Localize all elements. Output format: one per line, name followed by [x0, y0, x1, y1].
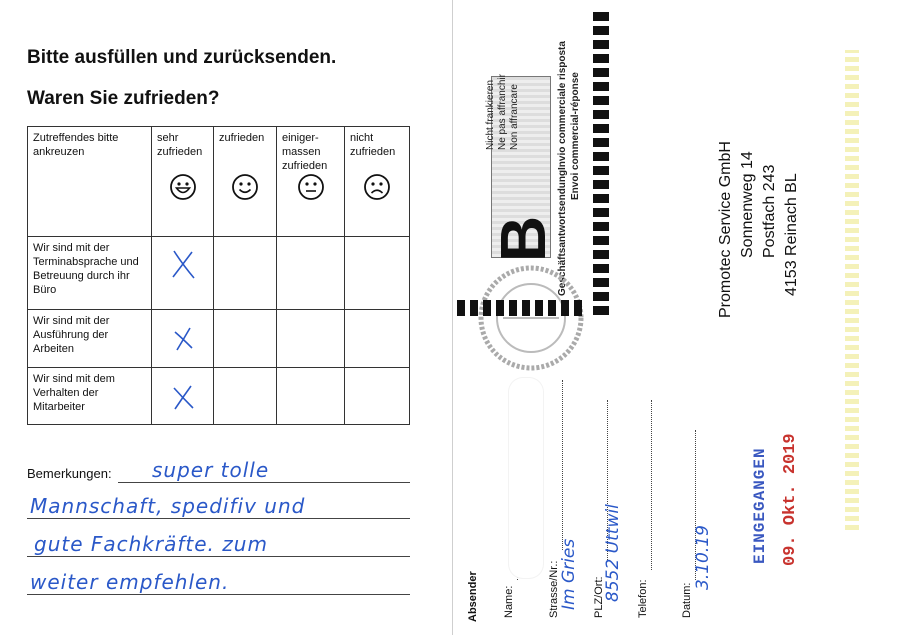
column-header-not-satisfied — [345, 127, 410, 237]
barcode-bar — [593, 124, 609, 133]
remarks-handwriting[interactable]: gute Fachkräfte. zum — [34, 532, 268, 556]
table-row — [28, 310, 410, 368]
barcode-bar — [470, 300, 478, 316]
row-label: Wir sind mit der Terminabsprache und Betreuung durch ihr Büro — [28, 237, 152, 310]
barcode-bar — [593, 278, 609, 287]
barcode-bar — [593, 82, 609, 91]
checkbox-cell[interactable] — [277, 368, 345, 425]
satisfaction-question: Waren Sie zufrieden? — [27, 88, 220, 109]
barcode-bar — [593, 222, 609, 231]
checkbox-cell[interactable] — [152, 368, 214, 425]
form-heading: Bitte ausfüllen und zurücksenden. — [27, 47, 337, 68]
sender-field-line[interactable] — [651, 400, 652, 570]
sender-title: Absender — [467, 571, 479, 622]
checkbox-cell[interactable] — [277, 237, 345, 310]
barcode-bar — [574, 300, 582, 316]
column-header-somewhat-satisfied — [277, 127, 345, 237]
checkbox-cell[interactable] — [214, 237, 277, 310]
satisfaction-table — [27, 126, 410, 425]
checkbox-cell[interactable] — [277, 310, 345, 368]
barcode-bar — [593, 180, 609, 189]
barcode-bar — [593, 68, 609, 77]
sender-field-label: Telefon: — [637, 579, 649, 618]
postage-note: Nicht frankieren — [485, 79, 496, 150]
handwritten-x-mark — [169, 324, 197, 352]
barcode-bar — [548, 300, 556, 316]
column-header-satisfied — [214, 127, 277, 237]
row-label: Wir sind mit dem Verhalten der Mitarbeiter — [28, 368, 152, 425]
barcode-bar — [457, 300, 465, 316]
recipient-line: Sonnenweg 14 — [739, 151, 756, 258]
checkbox-cell[interactable] — [345, 237, 410, 310]
barcode-bar — [593, 166, 609, 175]
table-header-row — [28, 127, 410, 237]
sender-field-label: Datum: — [681, 582, 693, 618]
postage-note: Non affrancare — [509, 84, 520, 150]
barcode-bar — [593, 306, 609, 315]
recipient-line: 4153 Reinach BL — [783, 173, 800, 296]
sender-plz-handwriting[interactable]: 8552 Uttwil — [603, 504, 623, 602]
sad-face-icon — [363, 173, 391, 201]
reply-postcard — [453, 0, 900, 635]
class-b-letter: B — [487, 215, 559, 262]
recipient-line: Postfach 243 — [761, 164, 778, 258]
remarks-handwriting[interactable]: super tolle — [152, 458, 270, 482]
handwritten-x-mark — [169, 382, 197, 412]
remarks-line — [118, 482, 410, 483]
decorative-stripe — [845, 50, 859, 530]
barcode-bar — [593, 236, 609, 245]
remarks-handwriting[interactable]: Mannschaft, spedifiv und — [30, 494, 306, 518]
sender-field-label: PLZ/Ort: — [593, 576, 605, 618]
barcode-bar — [496, 300, 504, 316]
row-label: Wir sind mit der Ausführung der Arbeiten — [28, 310, 152, 368]
barcode-bar — [561, 300, 569, 316]
barcode-bar — [593, 40, 609, 49]
barcode-bar — [593, 194, 609, 203]
sender-field-line[interactable] — [562, 380, 563, 550]
column-label: einiger- massen zufrieden — [282, 132, 328, 172]
checkbox-cell[interactable] — [214, 310, 277, 368]
redacted-name — [509, 378, 543, 578]
sender-field-label: Strasse/Nr.: — [548, 560, 560, 618]
reply-label-it: Invio commerciale risposta — [557, 41, 568, 170]
barcode-bar — [593, 12, 609, 21]
checkbox-cell[interactable] — [214, 368, 277, 425]
barcode-bar — [593, 208, 609, 217]
checkbox-cell[interactable] — [152, 310, 214, 368]
sender-street-handwriting[interactable]: Im Gries — [559, 538, 579, 610]
postage-note: Ne pas affranchir — [497, 74, 508, 150]
reply-label-de: Geschäftsantwortsendung — [557, 169, 568, 296]
sender-field-label: Name: — [503, 585, 515, 618]
very-happy-face-icon — [169, 173, 197, 201]
recipient-line: Promotec Service GmbH — [717, 141, 734, 318]
barcode-bar — [509, 300, 517, 316]
remarks-line — [27, 556, 410, 557]
received-date-stamp: 09. Okt. 2019 — [781, 433, 800, 566]
barcode-bar — [593, 54, 609, 63]
remarks-line — [27, 518, 410, 519]
barcode-bar — [535, 300, 543, 316]
received-stamp: EINGEGANGEN — [751, 447, 769, 564]
remarks-line — [27, 594, 410, 595]
checkbox-cell[interactable] — [152, 237, 214, 310]
barcode-bar — [593, 264, 609, 273]
column-label: sehr zufrieden — [157, 132, 203, 158]
barcode-bar — [593, 152, 609, 161]
table-row — [28, 237, 410, 310]
column-label: zufrieden — [219, 132, 265, 144]
barcode-bar — [522, 300, 530, 316]
handwritten-x-mark — [168, 247, 198, 281]
checkbox-cell[interactable] — [345, 368, 410, 425]
barcode-bar — [593, 96, 609, 105]
barcode-bar — [593, 26, 609, 35]
table-corner-label: Zutreffendes bitte ankreuzen — [28, 127, 152, 237]
sender-date-handwriting[interactable]: 3.10.19 — [693, 525, 713, 590]
neutral-face-icon — [297, 173, 325, 201]
column-label: nicht zufrieden — [350, 132, 396, 158]
checkbox-cell[interactable] — [345, 310, 410, 368]
column-header-very-satisfied — [152, 127, 214, 237]
remarks-label: Bemerkungen: — [27, 466, 112, 481]
barcode-bar — [593, 110, 609, 119]
postmark-icon — [475, 262, 587, 374]
barcode-bar — [593, 292, 609, 301]
reply-label-fr: Envoi commercial-réponse — [570, 72, 581, 200]
barcode-bar — [483, 300, 491, 316]
barcode-bar — [593, 138, 609, 147]
happy-face-icon — [231, 173, 259, 201]
table-row — [28, 368, 410, 425]
remarks-handwriting[interactable]: weiter empfehlen. — [30, 570, 230, 594]
barcode-bar — [593, 250, 609, 259]
